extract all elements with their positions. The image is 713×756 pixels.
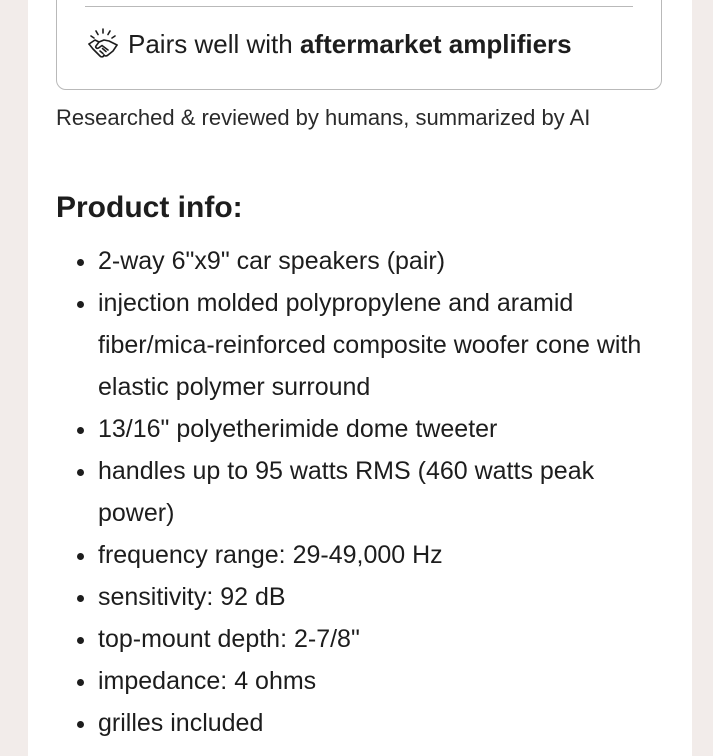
list-item: sensitivity: 92 dB xyxy=(98,576,658,618)
list-item: top-mount depth: 2-7/8" xyxy=(98,618,658,660)
pairs-prefix: Pairs well with xyxy=(128,29,293,59)
product-info-list xyxy=(98,240,658,744)
pairs-highlight: aftermarket amplifiers xyxy=(299,29,572,59)
list-item: 13/16" polyetherimide dome tweeter xyxy=(98,408,658,450)
list-item: impedance: 4 ohms xyxy=(98,660,658,702)
research-note: Researched & reviewed by humans, summarized by AI xyxy=(56,105,591,130)
list-item: handles up to 95 watts RMS (460 watts peak power) xyxy=(98,450,658,534)
product-details-page xyxy=(28,0,692,756)
list-item: injection molded polypropylene and aramid fiber/mica-reinforced composite woofer cone with elastic polymer surround xyxy=(98,282,658,408)
pairs-well-with-row xyxy=(86,27,572,61)
card-divider xyxy=(85,6,633,7)
handshake-icon xyxy=(86,27,120,61)
list-item: frequency range: 29-49,000 Hz xyxy=(98,534,658,576)
product-info-heading: Product info: xyxy=(56,191,243,224)
ai-summary-card xyxy=(56,0,662,90)
list-item: grilles included xyxy=(98,702,658,744)
list-item: 2-way 6"x9" car speakers (pair) xyxy=(98,240,658,282)
